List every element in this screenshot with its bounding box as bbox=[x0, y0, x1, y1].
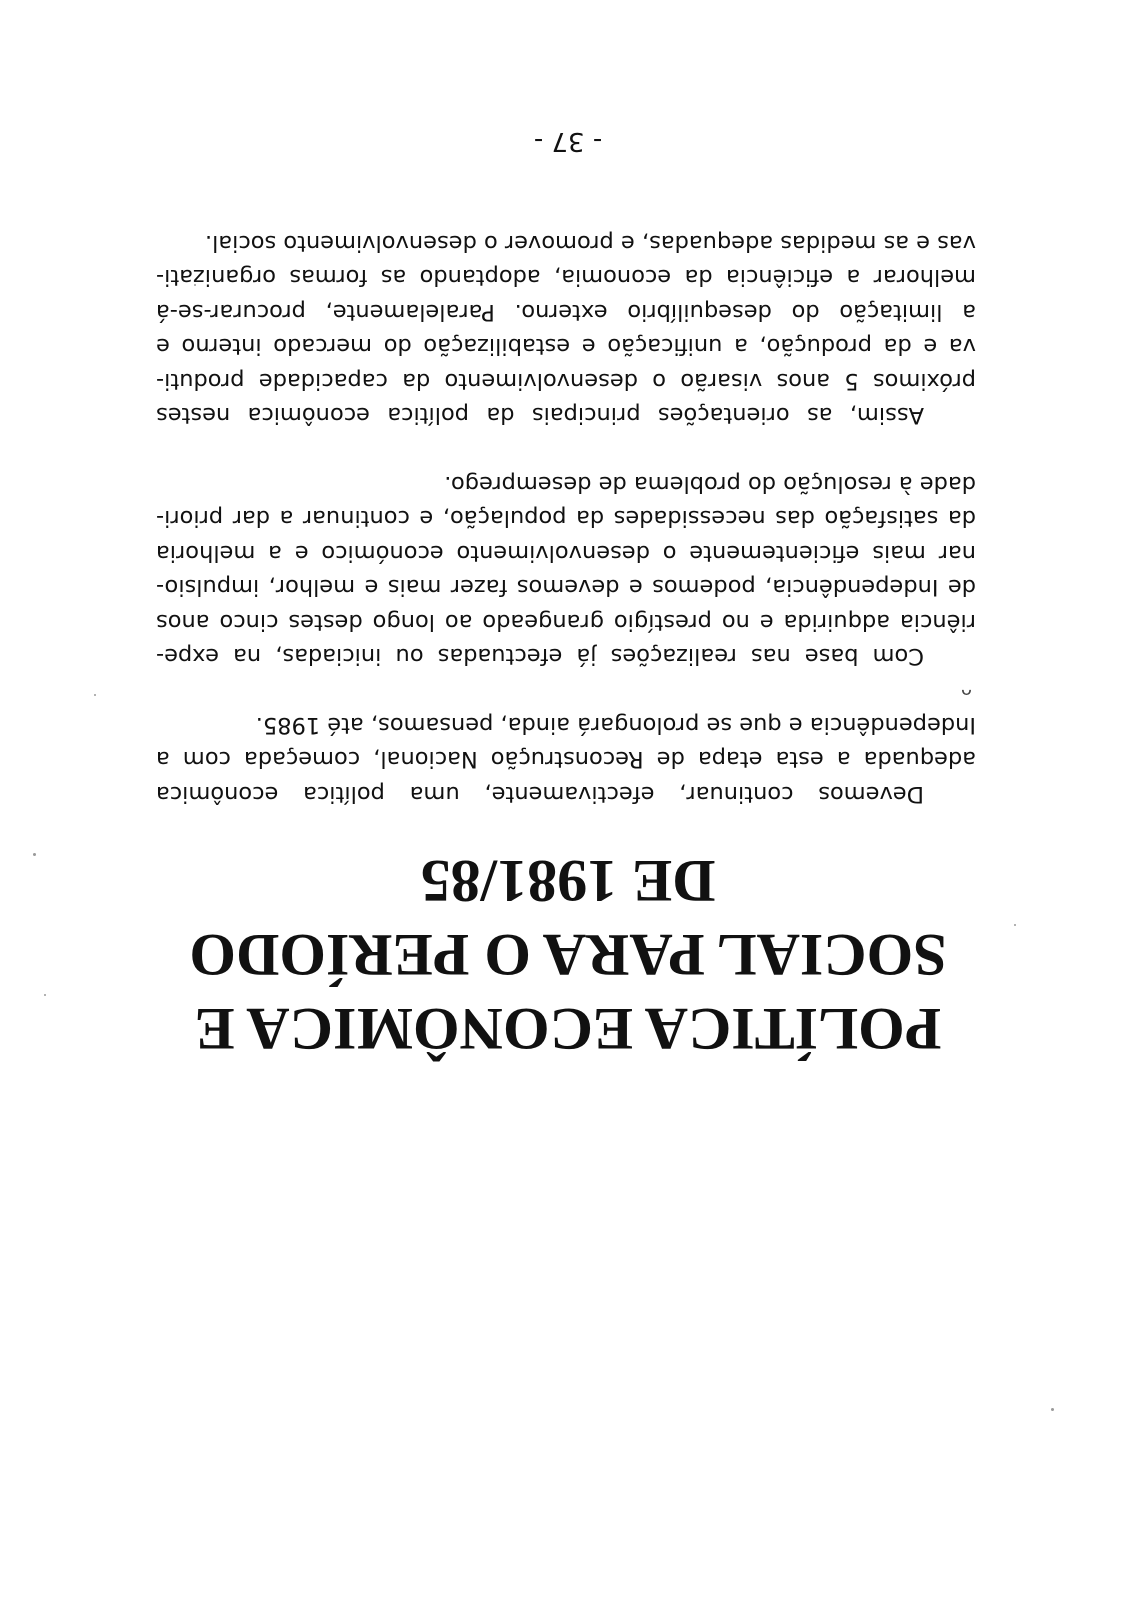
page-number: - 37 - bbox=[533, 126, 603, 156]
paragraph-line: Assim, as orientações principais da política econômica nestes bbox=[156, 402, 924, 429]
paragraph-line: Com base nas realizações já efectuadas ou iniciadas, na expe- bbox=[156, 643, 924, 670]
paragraph-line: Independência e que se prolongará ainda, pensamos, até 1985. bbox=[255, 712, 976, 738]
paragraph-line: da satisfação das necessidades da população, e continuar a dar priori- bbox=[156, 505, 976, 532]
scan-speck bbox=[94, 694, 96, 696]
scan-speck bbox=[1014, 924, 1016, 926]
paragraph-line: melhorar a eficiência da economia, adoptando as formas organizati- bbox=[156, 264, 976, 291]
paragraph-line: riência adquirida e no prestígio grangeado ao longo destes cinco anos bbox=[156, 609, 976, 635]
paragraph-line: vas e as medidas adequadas, e promover o desenvolvimento social. bbox=[204, 230, 976, 256]
scan-speck bbox=[1051, 1408, 1054, 1411]
paragraph-gap bbox=[156, 433, 976, 467]
paragraph-line: dade à resolução do problema de desemprego. bbox=[444, 471, 976, 497]
scan-speck bbox=[33, 853, 36, 856]
paragraph-line: Devemos continuar, efectivamente, uma política econômica bbox=[156, 781, 924, 807]
paragraph-line: va e da produção, a unificação e estabilização do mercado interno e bbox=[156, 333, 976, 360]
paragraph-3 bbox=[156, 226, 976, 433]
paragraph-line: nar mais eficientemente o desenvolvimento económico e a melhoria bbox=[156, 540, 976, 566]
scan-speck bbox=[44, 994, 46, 996]
stray-mark: ᴖ bbox=[960, 680, 972, 702]
paragraph-2 bbox=[156, 467, 976, 674]
paragraph-1 bbox=[156, 708, 976, 812]
paragraph-line: a limitação do desequilíbrio externo. Paralelamente, procurar-se-á bbox=[156, 299, 976, 325]
paragraph-line: adequada a esta etapa de Reconstrução Nacional, começada com a bbox=[156, 746, 976, 773]
paragraph-line: próximos 5 anos visarão o desenvolvimento da capacidade produti- bbox=[156, 368, 976, 394]
body-text bbox=[156, 226, 976, 812]
document-title bbox=[140, 844, 996, 1066]
title-line-2: SOCIAL PARA O PERÍODO bbox=[189, 922, 947, 988]
title-line-3: DE 1981/85 bbox=[420, 848, 716, 914]
paragraph-line: de Independência, podemos e devemos fazer mais e melhor, impulsio- bbox=[156, 574, 976, 601]
title-line-1: POLÍTICA ECONÔMICA E bbox=[194, 996, 942, 1062]
